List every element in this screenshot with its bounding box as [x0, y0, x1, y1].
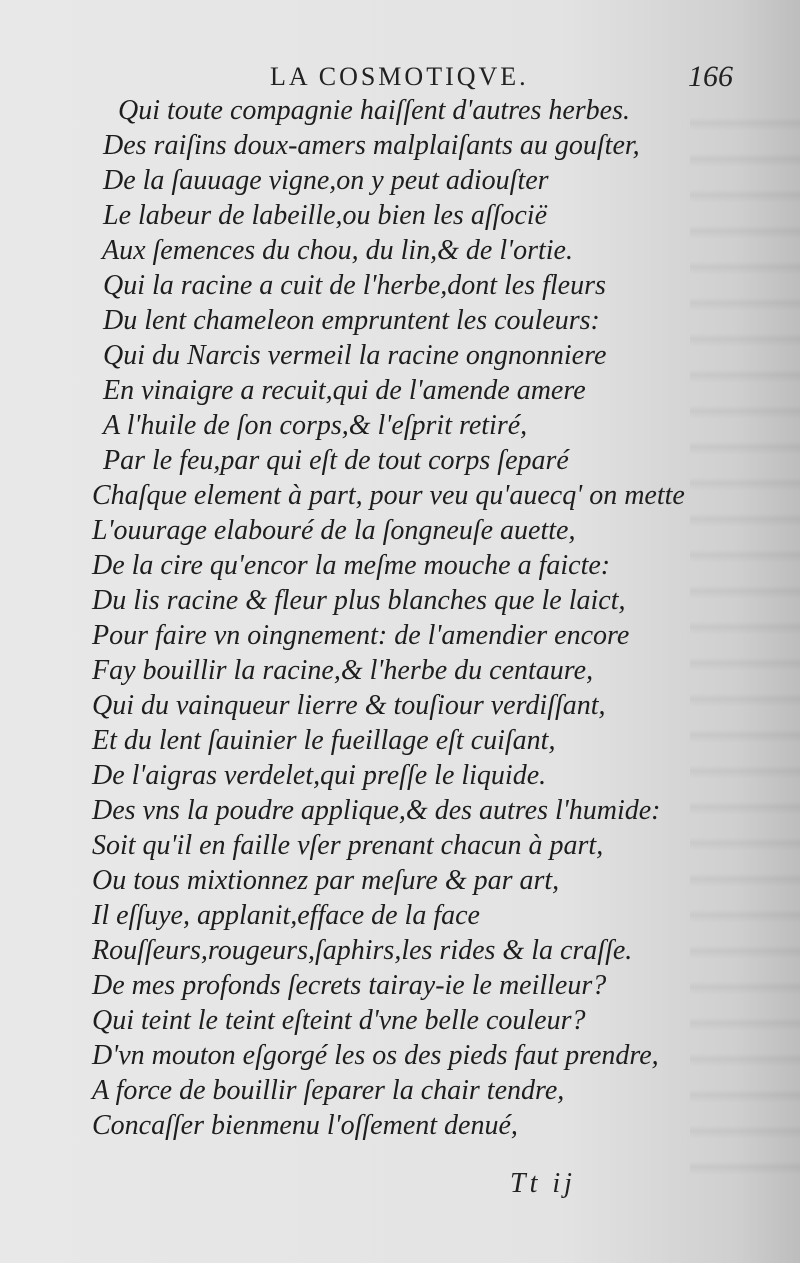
text-line: Aux ſemences du chou, du lin,& de l'ortie. [102, 235, 573, 266]
running-title: LA COSMOTIQVE. [270, 62, 529, 91]
text-line: Chaſque element à part, pour veu qu'auecq' on mette [92, 480, 685, 511]
text-line: Il eſſuye, applanit,efface de la face [92, 900, 480, 931]
page-number: 166 [688, 60, 733, 93]
text-line: En vinaigre a recuit,qui de l'amende amere [103, 375, 586, 406]
text-line: Par le feu,par qui eſt de tout corps ſeparé [103, 445, 569, 476]
text-line: De la ſauuage vigne,on y peut adiouſter [103, 165, 549, 196]
text-line: Du lent chameleon empruntent les couleurs: [103, 305, 600, 336]
text-line: A l'huile de ſon corps,& l'eſprit retiré, [103, 410, 528, 441]
text-line: Des vns la poudre applique,& des autres l'humide: [92, 795, 661, 826]
text-line: Qui toute compagnie haiſſent d'autres herbes. [118, 95, 630, 126]
text-line: Rouſſeurs,rougeurs,ſaphirs,les rides & la craſſe. [92, 935, 633, 966]
text-line: Fay bouillir la racine,& l'herbe du centaure, [92, 655, 594, 686]
text-line: Et du lent ſauinier le fueillage eſt cuiſant, [92, 725, 556, 756]
text-line: Ou tous mixtionnez par meſure & par art, [92, 865, 560, 896]
show-through-margin [690, 95, 800, 1195]
text-line: D'vn mouton eſgorgé les os des pieds faut prendre, [92, 1040, 659, 1071]
signature-mark: Tt ij [510, 1168, 576, 1199]
text-line: Le labeur de labeille,ou bien les aſſocië [103, 200, 548, 231]
text-line: Concaſſer bienmenu l'oſſement denué, [92, 1110, 518, 1141]
text-line: De la cire qu'encor la meſme mouche a faicte: [92, 550, 611, 581]
text-line: De l'aigras verdelet,qui preſſe le liquide. [92, 760, 547, 791]
text-line: Qui la racine a cuit de l'herbe,dont les fleurs [103, 270, 606, 301]
text-line: A force de bouillir ſeparer la chair tendre, [92, 1075, 565, 1106]
text-line: Qui du vainqueur lierre & touſiour verdiſſant, [92, 690, 606, 721]
text-line: L'ouurage elabouré de la ſongneuſe auette, [92, 515, 576, 546]
text-line: Du lis racine & fleur plus blanches que le laict, [92, 585, 626, 616]
text-line: De mes profonds ſecrets tairay-ie le meilleur? [92, 970, 607, 1001]
text-line: Qui teint le teint eſteint d'vne belle couleur? [92, 1005, 586, 1036]
text-line: Soit qu'il en faille vſer prenant chacun à part, [92, 830, 604, 861]
text-line: Pour faire vn oingnement: de l'amendier encore [92, 620, 630, 651]
text-line: Des raiſins doux-amers malplaiſants au gouſter, [103, 130, 640, 161]
text-line: Qui du Narcis vermeil la racine ongnonniere [103, 340, 607, 371]
